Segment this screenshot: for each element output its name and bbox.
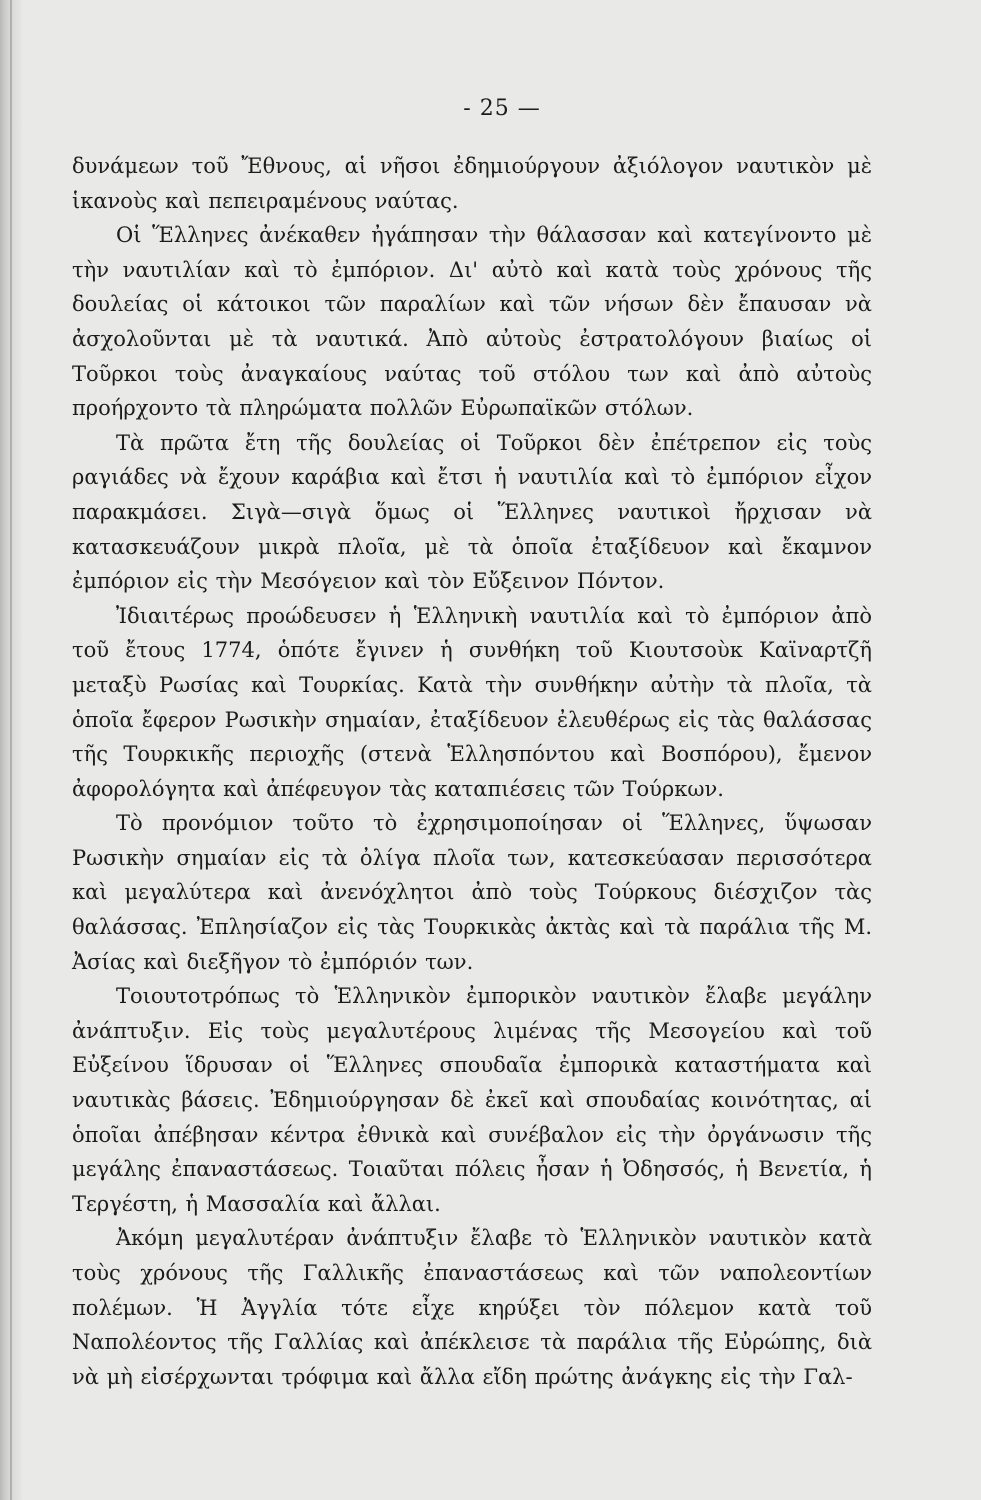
paragraph-4: Ἰδιαιτέρως προώδευσεν ἡ Ἑλληνικὴ ναυτιλία καὶ τὸ ἐμπόριον ἀπὸ τοῦ ἔτους 1774, ὁπότε ἔγινεν ἡ συνθήκη τοῦ Κιουτσοὺκ Καϊναρτζῆ μεταξὺ Ρωσίας καὶ Τουρκίας. Κατὰ τὴν συνθήκην αὐτὴν τὰ πλοῖα, τὰ ὁποῖα ἔφερον Ρωσικὴν σημαίαν, ἐταξίδευον ἐλευθέρως εἰς τὰς θαλάσσας τῆς Τουρκικῆς περιοχῆς (στενὰ Ἑλλησπόντου καὶ Βοσπόρου), ἔμενον ἀφορολόγητα καὶ ἀπέφευγον τὰς καταπιέσεις τῶν Τούρκων. [72, 603, 872, 801]
paragraph-2: Οἱ Ἕλληνες ἀνέκαθεν ἠγάπησαν τὴν θάλασσαν καὶ κατεγίνοντο μὲ τὴν ναυτιλίαν καὶ τὸ ἐμπόριον. Δι' αὐτὸ καὶ κατὰ τοὺς χρόνους τῆς δουλείας οἱ κάτοικοι τῶν παραλίων καὶ τῶν νήσων δὲν ἔπαυσαν νὰ ἀσχολοῦνται μὲ τὰ ναυτικά. Ἀπὸ αὐτοὺς ἐστρατολόγουν βιαίως οἱ Τοῦρκοι τοὺς ἀναγκαίους ναύτας τοῦ στόλου των καὶ ἀπὸ αὐτοὺς προήρχοντο τὰ πληρώματα πολλῶν Εὐρωπαϊκῶν στόλων. [72, 223, 872, 421]
book-page [72, 96, 872, 1394]
paragraph-3: Τὰ πρῶτα ἔτη τῆς δουλείας οἱ Τοῦρκοι δὲν ἐπέτρεπον εἰς τοὺς ραγιάδες νὰ ἔχουν καράβια καὶ ἔτσι ἡ ναυτιλία καὶ τὸ ἐμπόριον εἶχον παρακμάσει. Σιγὰ—σιγὰ ὅμως οἱ Ἕλληνες ναυτικοὶ ἤρχισαν νὰ κατασκευάζουν μικρὰ πλοῖα, μὲ τὰ ὁποῖα ἐταξίδευον καὶ ἔκαμνον ἐμπόριον εἰς τὴν Μεσόγειον καὶ τὸν Εὔξεινον Πόντον. [72, 430, 872, 594]
page-number: - 25 — [463, 96, 541, 121]
paragraph-7: Ἀκόμη μεγαλυτέραν ἀνάπτυξιν ἔλαβε τὸ Ἑλληνικὸν ναυτικὸν κατὰ τοὺς χρόνους τῆς Γαλλικῆς ἐπαναστάσεως καὶ τῶν ναπολεοντίων πολέμων. Ἡ Ἀγγλία τότε εἶχε κηρύξει τὸν πόλεμον κατὰ τοῦ Ναπολέοντος τῆς Γαλλίας καὶ ἀπέκλεισε τὰ παράλια τῆς Εὐρώπης, διὰ νὰ μὴ εἰσέρχωνται τρόφιμα καὶ ἄλλα εἴδη πρώτης ἀνάγκης εἰς τὴν Γαλ- [72, 1226, 872, 1389]
paragraph-6: Τοιουτοτρόπως τὸ Ἑλληνικὸν ἐμπορικὸν ναυτικὸν ἔλαβε μεγάλην ἀνάπτυξιν. Εἰς τοὺς μεγαλυτέρους λιμένας τῆς Μεσογείου καὶ τοῦ Εὐξείνου ἵδρυσαν οἱ Ἕλληνες σπουδαῖα ἐμπορικὰ καταστήματα καὶ ναυτικὰς βάσεις. Ἐδημιούργησαν δὲ ἐκεῖ καὶ σπουδαίας κοινότητας, αἱ ὁποῖαι ἀπέβησαν κέντρα ἐθνικὰ καὶ συνέβαλον εἰς τὴν ὀργάνωσιν τῆς μεγάλης ἐπαναστάσεως. Τοιαῦται πόλεις ἦσαν ἡ Ὀδησσός, ἡ Βενετία, ἡ Τεργέστη, ἡ Μασσαλία καὶ ἄλλαι. [72, 984, 872, 1216]
paragraph-5: Τὸ προνόμιον τοῦτο τὸ ἐχρησιμοποίησαν οἱ Ἕλληνες, ὕψωσαν Ρωσικὴν σημαίαν εἰς τὰ ὀλίγα πλοῖα των, κατεσκεύασαν περισσότερα καὶ μεγαλύτερα καὶ ἀνενόχλητοι ἀπὸ τοὺς Τούρκους διέσχιζον τὰς θαλάσσας. Ἐπλησίαζον εἰς τὰς Τουρκικὰς ἀκτὰς καὶ τὰ παράλια τῆς Μ. Ἀσίας καὶ διεξῆγον τὸ ἐμπόριόν των. [72, 811, 872, 974]
page-body-text [72, 149, 872, 1394]
paragraph-1: δυνάμεων τοῦ Ἔθνους, αἱ νῆσοι ἐδημιούργουν ἀξιόλογον ναυτικὸν μὲ ἱκανοὺς καὶ πεπειραμένους ναύτας. [72, 154, 872, 213]
binding-shadow-line [10, 0, 12, 1500]
